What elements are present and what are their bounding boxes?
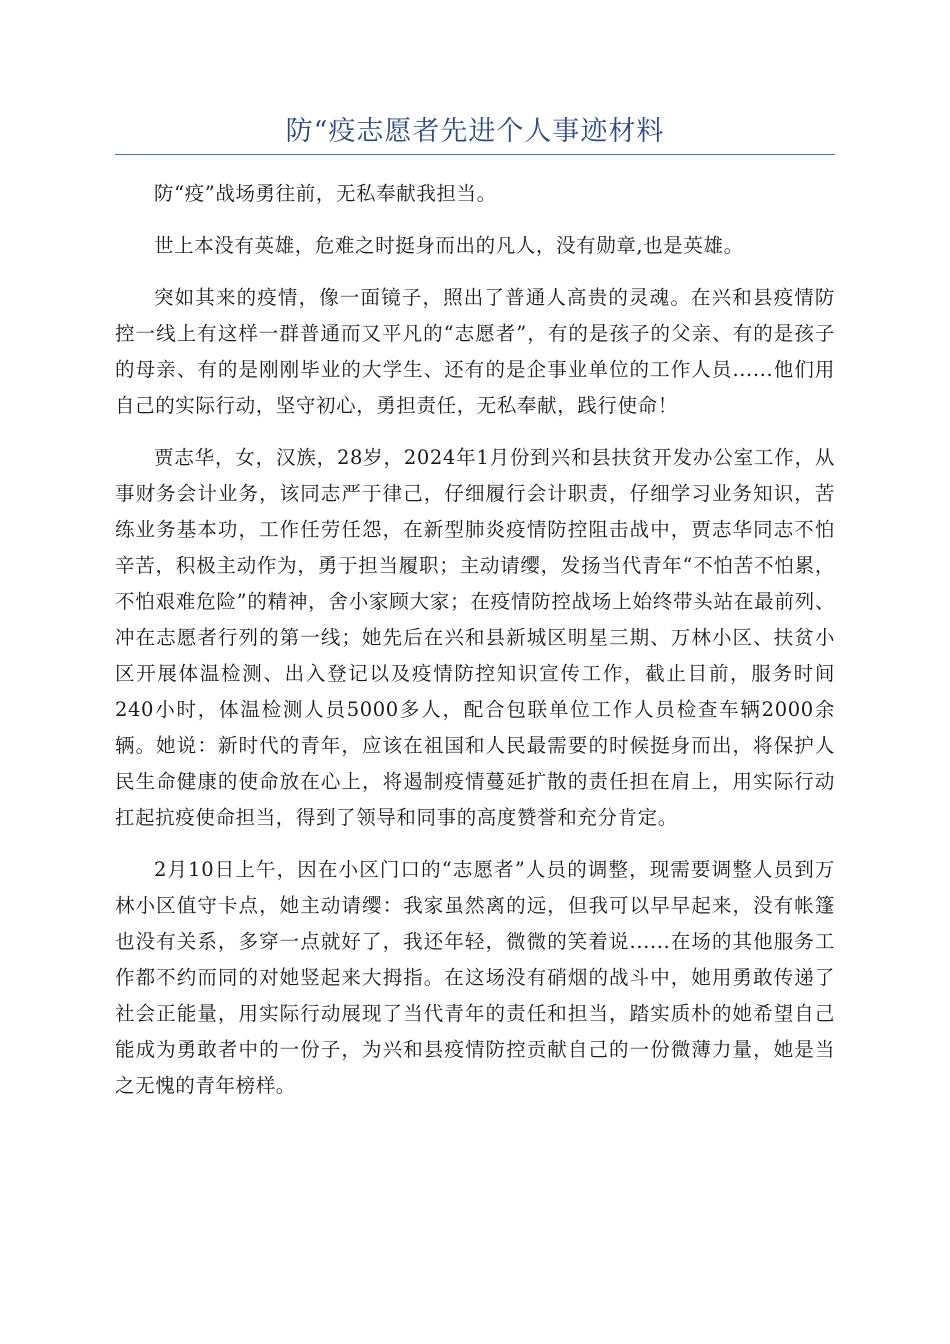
paragraph-hero: 世上本没有英雄，危难之时挺身而出的凡人，没有勋章,也是英雄。 — [154, 234, 744, 257]
paragraph-slogan: 防“疫”战场勇往前，无私奉献我担当。 — [154, 182, 497, 205]
paragraph-story: 2月10日上午，因在小区门口的“志愿者”人员的调整，现需要调整人员到万林小区值守卡点，她主动请缨：我家虽然离的远，但我可以早早起来，没有帐篷也没有关系，多穿一点就好了，我还年轻，微微的笑着说......在场的其他服务工作都不约而同的对她竖起来大拇指。在这场没有硝烟的战斗中，她用勇敢传递了社会正能量，用实际行动展现了当代青年的责任和担当，踏实质朴的她希望自己能成为勇敢者中的一份子，为兴和县疫情防控贡献自己的一份微薄力量，她是当之无愧的青年榜样。 — [115, 858, 835, 1097]
paragraph-intro: 突如其来的疫情，像一面镜子，照出了普通人高贵的灵魂。在兴和县疫情防控一线上有这样一群普通而又平凡的“志愿者”，有的是孩子的父亲、有的是孩子的母亲、有的是刚刚毕业的大学生、还有的是企事业单位的工作人员......他们用自己的实际行动，坚守初心，勇担责任，无私奉献，践行使命！ — [115, 286, 835, 417]
paragraph-profile: 贾志华，女，汉族，28岁，2024年1月份到兴和县扶贫开发办公室工作，从事财务会计业务，该同志严于律己，仔细履行会计职责，仔细学习业务知识，苦练业务基本功，工作任劳任怨，在新型肺炎疫情防控阻击战中，贾志华同志不怕辛苦，积极主动作为，勇于担当履职；主动请缨，发扬当代青年“不怕苦不怕累，不怕艰难危险”的精神，舍小家顾大家；在疫情防控战场上始终带头站在最前列、冲在志愿者行列的第一线；她先后在兴和县新城区明星三期、万林小区、扶贫小区开展体温检测、出入登记以及疫情防控知识宣传工作，截止目前，服务时间240小时，体温检测人员5000多人，配合包联单位工作人员检查车辆2000余辆。她说：新时代的青年，应该在祖国和人民最需要的时候挺身而出，将保护人民生命健康的使命放在心上，将遏制疫情蔓延扩散的责任担在肩上，用实际行动扛起抗疫使命担当，得到了领导和同事的高度赞誉和充分肯定。 — [115, 446, 835, 829]
document-body — [115, 176, 835, 1120]
title-underline — [115, 154, 835, 155]
document-title: 防“疫志愿者先进个人事迹材料 — [285, 116, 665, 147]
